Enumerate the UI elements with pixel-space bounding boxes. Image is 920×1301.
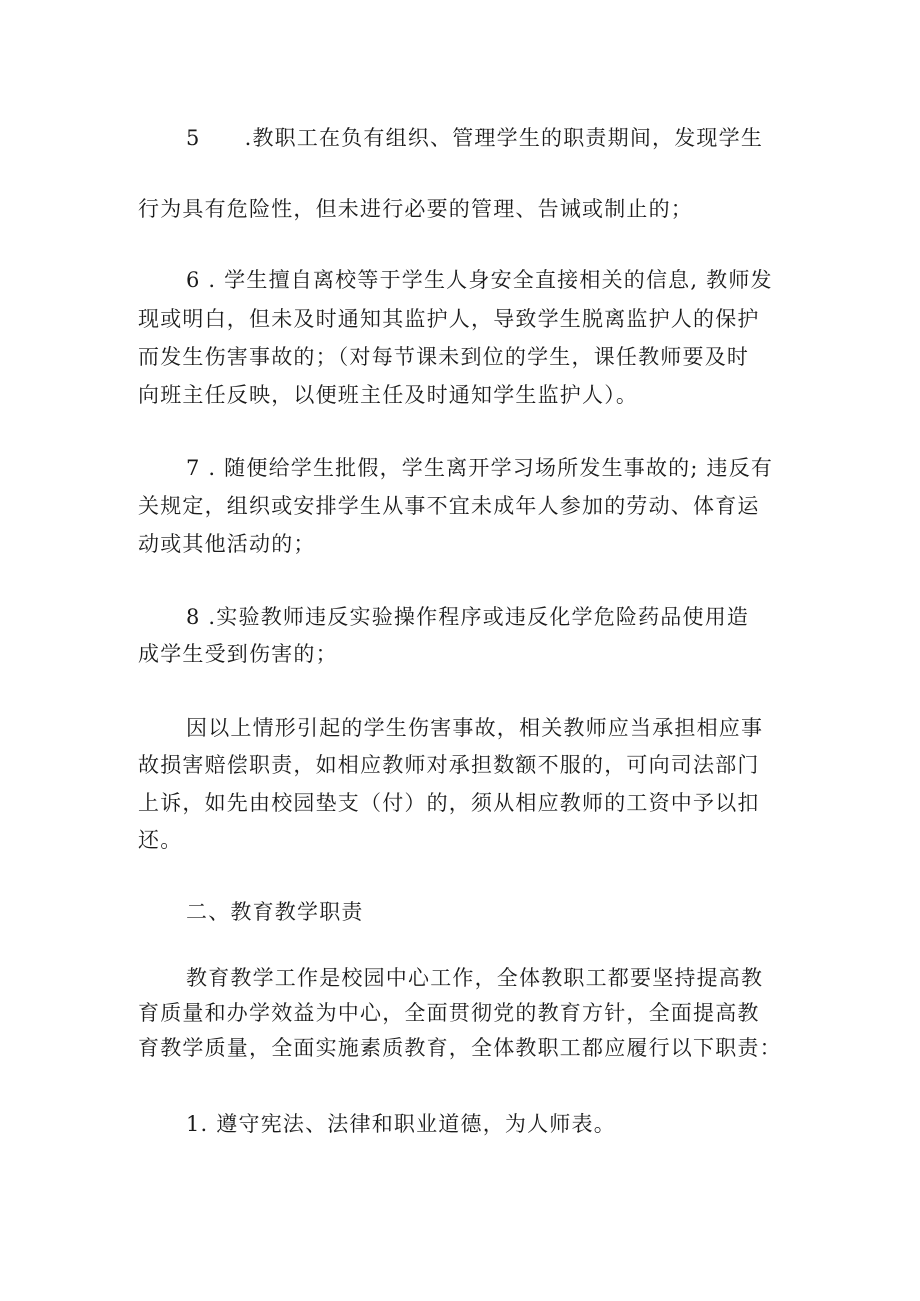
- section2-heading: 二、教育教学职责: [186, 900, 364, 924]
- summary-line3: 上诉，如先由校园垫支（付）的，须从相应教师的工资中予以扣: [138, 791, 760, 815]
- item7-line3: 动或其他活动的；: [138, 532, 316, 556]
- item7-line1: 7 . 随便给学生批假，学生离开学习场所发生事故的; 违反有: [186, 456, 774, 480]
- item6-line3: 而发生伤害事故的；（对每节课未到位的学生，课任教师要及时: [138, 345, 750, 369]
- section2-intro-line3: 育教学质量，全面实施素质教育，全体教职工都应履行以下职责：: [138, 1036, 782, 1060]
- item7-line2: 关规定，组织或安排学生从事不宜未成年人参加的劳动、体育运: [138, 494, 760, 518]
- section2-intro-line1: 教育教学工作是校园中心工作，全体教职工都要坚持提高教: [186, 966, 764, 990]
- item6-line1: 6 . 学生擅自离校等于学生人身安全直接相关的信息, 教师发: [186, 268, 773, 292]
- section2-item1: 1. 遵守宪法、法律和职业道德，为人师表。: [186, 1112, 616, 1136]
- item6-line2: 现或明白，但未及时通知其监护人，导致学生脱离监护人的保护: [138, 307, 760, 331]
- item5-line2: 行为具有危险性，但未进行必要的管理、告诫或制止的；: [138, 197, 693, 221]
- item5-line1: [186, 122, 763, 152]
- summary-line4: 还。: [138, 828, 183, 852]
- item6-line4: 向班主任反映，以便班主任及时通知学生监护人）。: [138, 383, 639, 407]
- item5-number: 5: [186, 126, 201, 150]
- section2-intro-line2: 育质量和办学效益为中心，全面贯彻党的教育方针，全面提高教: [138, 1001, 760, 1025]
- summary-line1: 因以上情形引起的学生伤害事故，相关教师应当承担相应事: [186, 716, 764, 740]
- item8-line1: 8 .实验教师违反实验操作程序或违反化学危险药品使用造: [186, 605, 750, 629]
- item5-text: .教职工在负有组织、管理学生的职责期间，发现学生: [244, 126, 764, 150]
- item8-line2: 成学生受到伤害的；: [138, 642, 338, 666]
- summary-line2: 故损害赔偿职责，如相应教师对承担数额不服的，可向司法部门: [138, 753, 760, 777]
